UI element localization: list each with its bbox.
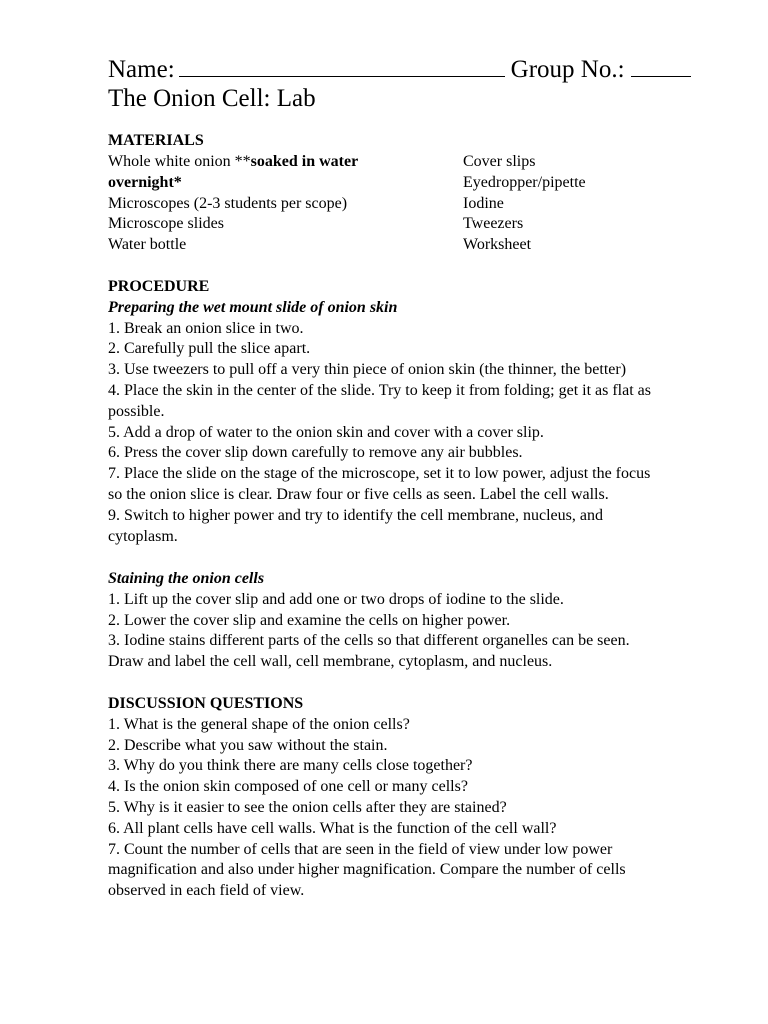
procedure-section bbox=[108, 277, 708, 547]
materials-left-column bbox=[108, 152, 448, 256]
discussion-question: 4. Is the onion skin composed of one cell or many cells? bbox=[108, 778, 468, 796]
name-blank-line bbox=[179, 54, 505, 77]
procedure-line: 6. Press the cover slip down carefully to remove any air bubbles. bbox=[108, 444, 523, 462]
discussion-question: 7. Count the number of cells that are seen in the field of view under low power bbox=[108, 840, 613, 858]
name-row bbox=[108, 54, 691, 85]
staining-line: 2. Lower the cover slip and examine the cells on higher power. bbox=[108, 611, 511, 629]
page-title: The Onion Cell: Lab bbox=[108, 85, 316, 112]
procedure-line: 3. Use tweezers to pull off a very thin piece of onion skin (the thinner, the better) bbox=[108, 361, 627, 379]
discussion-question: observed in each field of view. bbox=[108, 882, 305, 900]
discussion-section bbox=[108, 694, 708, 902]
procedure-line: 5. Add a drop of water to the onion skin and cover with a cover slip. bbox=[108, 423, 544, 441]
staining-line: 3. Iodine stains different parts of the cells so that different organelles can be seen. bbox=[108, 632, 630, 650]
material-item bbox=[108, 152, 448, 173]
material-item: Water bottle bbox=[108, 236, 187, 254]
materials-heading: MATERIALS bbox=[108, 132, 204, 149]
group-label: Group No.: bbox=[510, 56, 625, 83]
procedure-line: so the onion slice is clear. Draw four or five cells as seen. Label the cell walls. bbox=[108, 485, 609, 503]
procedure-line: 2. Carefully pull the slice apart. bbox=[108, 340, 311, 358]
procedure-line: 1. Break an onion slice in two. bbox=[108, 319, 304, 337]
name-label: Name: bbox=[108, 56, 175, 83]
discussion-question: 6. All plant cells have cell walls. What is the function of the cell wall? bbox=[108, 819, 557, 837]
discussion-question: 1. What is the general shape of the onion cells? bbox=[108, 715, 410, 733]
material-item: Tweezers bbox=[463, 215, 524, 233]
discussion-question: 3. Why do you think there are many cells close together? bbox=[108, 757, 473, 775]
material-item: Eyedropper/pipette bbox=[463, 173, 586, 191]
procedure-line: 7. Place the slide on the stage of the microscope, set it to low power, adjust the focus bbox=[108, 465, 651, 483]
procedure-subheading: Preparing the wet mount slide of onion skin bbox=[108, 298, 398, 316]
procedure-line: 4. Place the skin in the center of the slide. Try to keep it from folding; get it as flat as bbox=[108, 381, 651, 399]
discussion-question: magnification and also under higher magnification. Compare the number of cells bbox=[108, 861, 626, 879]
discussion-heading: DISCUSSION QUESTIONS bbox=[108, 695, 304, 712]
material-item: Microscopes (2-3 students per scope) bbox=[108, 194, 348, 212]
staining-line: Draw and label the cell wall, cell membrane, cytoplasm, and nucleus. bbox=[108, 653, 553, 671]
material-item: Cover slips bbox=[463, 153, 536, 170]
group-blank-line bbox=[631, 54, 691, 77]
material-item-emphasis-cont: overnight* bbox=[108, 173, 182, 191]
material-item: Microscope slides bbox=[108, 215, 224, 233]
materials-section bbox=[108, 131, 586, 254]
material-item-text: Whole white onion ** bbox=[108, 153, 251, 170]
procedure-heading: PROCEDURE bbox=[108, 278, 210, 295]
staining-line: 1. Lift up the cover slip and add one or two drops of iodine to the slide. bbox=[108, 590, 564, 608]
discussion-question: 2. Describe what you saw without the stain. bbox=[108, 736, 388, 754]
material-item: Worksheet bbox=[463, 236, 532, 254]
materials-right-column bbox=[463, 152, 663, 256]
procedure-line: 9. Switch to higher power and try to identify the cell membrane, nucleus, and bbox=[108, 506, 603, 524]
procedure-line: cytoplasm. bbox=[108, 527, 178, 545]
staining-subheading: Staining the onion cells bbox=[108, 570, 265, 587]
discussion-question: 5. Why is it easier to see the onion cells after they are stained? bbox=[108, 798, 507, 816]
material-item-emphasis: soaked in water bbox=[250, 153, 359, 170]
material-item: Iodine bbox=[463, 194, 504, 212]
procedure-line: possible. bbox=[108, 402, 165, 420]
staining-section bbox=[108, 569, 708, 673]
